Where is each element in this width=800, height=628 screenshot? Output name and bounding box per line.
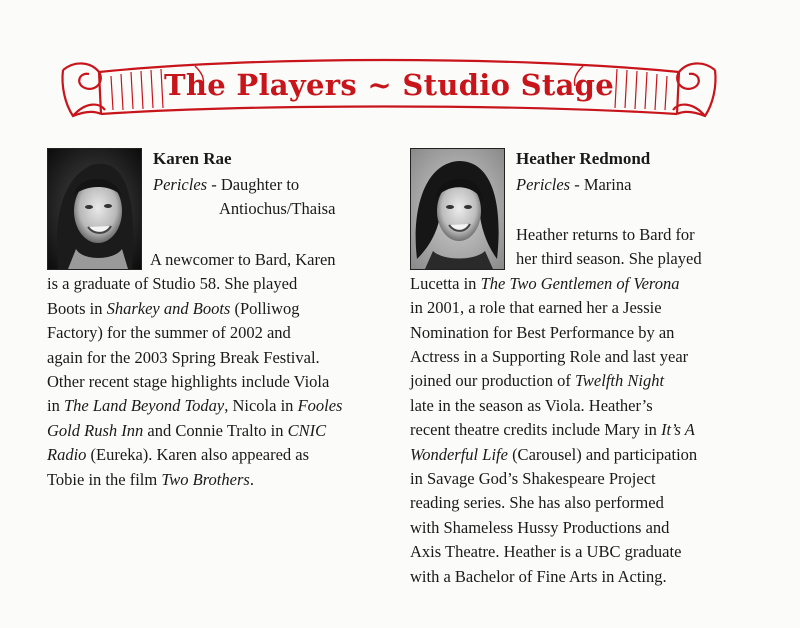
karen-rae-name: Karen Rae [153, 149, 232, 168]
bio-text: in [47, 396, 64, 416]
bio-text: Tobie in the film [47, 469, 162, 489]
bio-line [47, 443, 342, 467]
bio-line: A newcomer to Bard, Karen [150, 250, 336, 269]
bio-text: and Connie Tralto in [143, 420, 288, 440]
bio-line [410, 369, 702, 393]
role-play: Pericles [516, 175, 571, 194]
bio-line: is a graduate of Studio 58. She played [47, 274, 298, 294]
role-play: Pericles [153, 175, 208, 194]
bio-text: (Polliwog [230, 298, 300, 318]
bio-title: The Two Gentlemen of Verona [480, 273, 680, 293]
bio-line [410, 443, 702, 467]
bio-line [410, 418, 702, 442]
bio-title: Twelfth Night [574, 371, 665, 391]
bio-line: with a Bachelor of Fine Arts in Acting. [410, 566, 667, 586]
bio-line [47, 419, 342, 443]
bio-title: Wonderful Life [410, 444, 508, 464]
heather-redmond-name: Heather Redmond [516, 149, 651, 168]
bio-title: It’s A [661, 420, 695, 440]
bio-line: her third season. She played [516, 249, 702, 269]
role-part: Marina [583, 175, 632, 194]
bio-line: reading series. She has also performed [410, 493, 664, 513]
bio-title: The Land Beyond Today [63, 396, 225, 416]
bio-title: Gold Rush Inn [47, 420, 144, 440]
bio-line: Factory) for the summer of 2002 and [47, 323, 291, 343]
karen-rae-role [153, 173, 299, 197]
bio-line [410, 272, 702, 296]
bio-line: again for the 2003 Spring Break Festival. [47, 347, 320, 367]
bio-text: joined our production of [410, 371, 575, 391]
karen-rae-bio [47, 248, 342, 492]
bio-text: , Nicola in [224, 396, 298, 416]
bio-line [47, 297, 342, 321]
bio-text: Boots in [47, 298, 107, 318]
karen-rae-role-cont: Antiochus/Thaisa [219, 199, 336, 218]
bio-line: Axis Theatre. Heather is a UBC graduate [410, 542, 682, 562]
heather-redmond-bio [410, 223, 702, 589]
bio-line: Other recent stage highlights include Viola [47, 372, 330, 392]
bio-line: late in the season as Viola. Heather’s [410, 395, 653, 415]
role-part: Daughter to [220, 175, 300, 194]
bio-title: Fooles [297, 396, 343, 416]
bio-title: Two Brothers [161, 469, 250, 489]
bio-title: Sharkey and Boots [106, 298, 231, 318]
bio-line: in 2001, a role that earned her a Jessie [410, 298, 662, 318]
bio-text: (Carousel) and participation [507, 444, 698, 464]
bio-text: . [249, 469, 254, 489]
bio-text: Lucetta in [410, 273, 481, 293]
title-banner [55, 52, 723, 124]
bio-line: with Shameless Hussy Productions and [410, 517, 670, 537]
bio-line: in Savage God’s Shakespeare Project [410, 469, 656, 489]
bio-line: Nomination for Best Performance by an [410, 322, 675, 342]
page-title: The Players ~ Studio Stage [163, 68, 615, 102]
bio-line [47, 468, 342, 492]
bio-text: recent theatre credits include Mary in [410, 420, 662, 440]
bio-line: Actress in a Supporting Role and last year [410, 347, 689, 367]
bio-title: CNIC [287, 420, 327, 440]
role-separator: - [207, 175, 221, 194]
bio-line [47, 394, 342, 418]
bio-title: Radio [47, 445, 87, 465]
role-separator: - [570, 175, 584, 194]
heather-redmond-role [516, 173, 631, 197]
bio-text: (Eureka). Karen also appeared as [86, 445, 310, 465]
bio-line: Heather returns to Bard for [516, 225, 695, 244]
